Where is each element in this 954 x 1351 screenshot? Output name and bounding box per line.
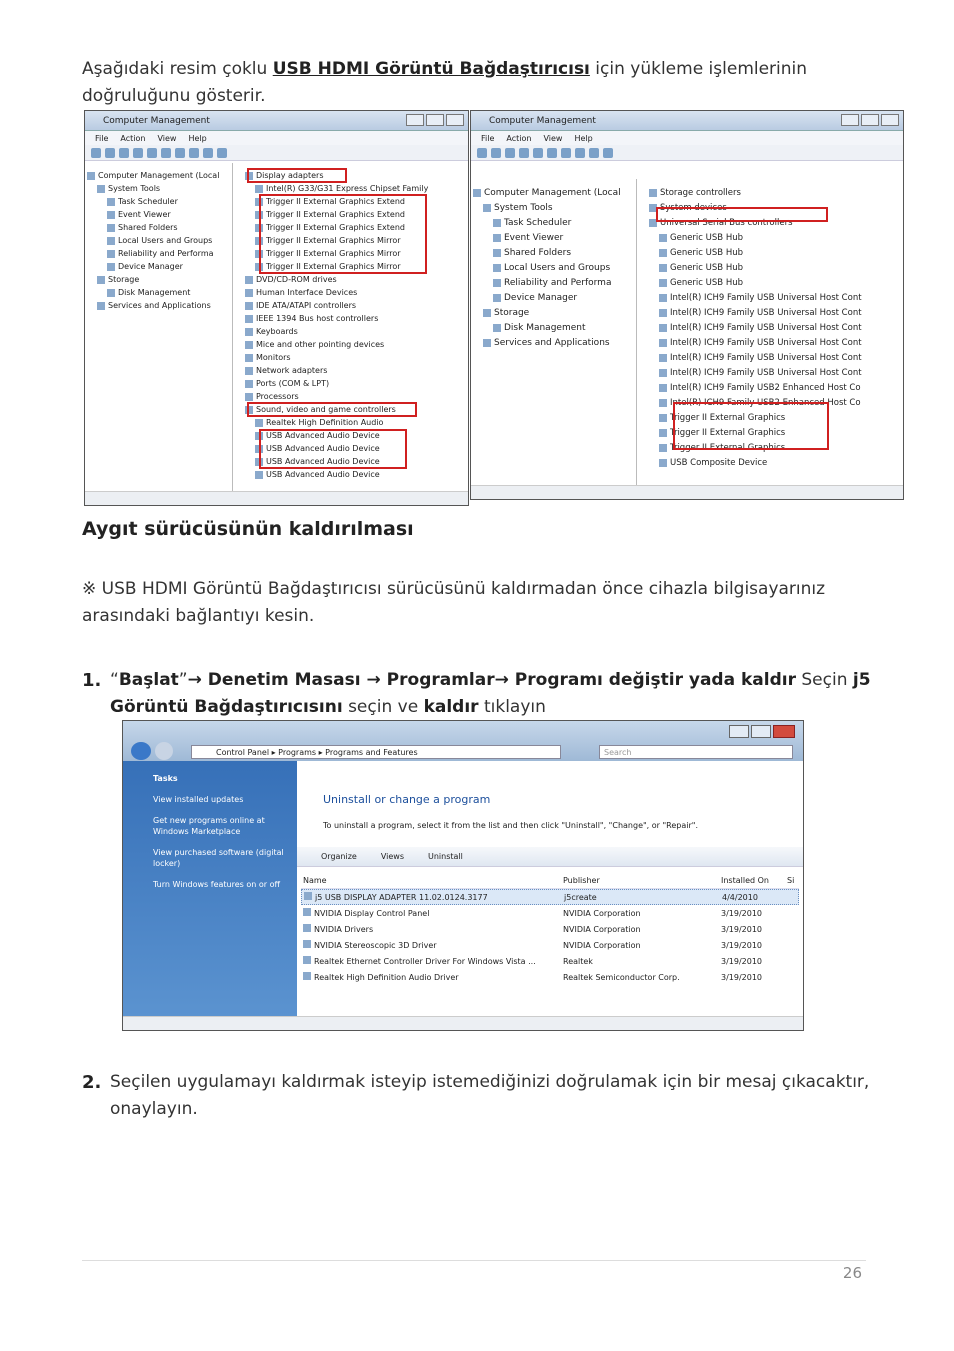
horizontal-scrollbar[interactable] [471,485,903,499]
folder-icon [107,198,115,206]
organize-button[interactable]: Organize [321,852,357,861]
tree-label: Generic USB Hub [670,247,743,258]
folder-icon [97,276,105,284]
folder-icon [87,172,95,180]
tree-label: Computer Management (Local [484,187,621,198]
tree-label: Event Viewer [118,210,171,219]
tree-item[interactable] [639,380,901,395]
folder-icon [659,309,667,317]
tree-label: Reliability and Performa [504,277,612,288]
tree-label: Disk Management [118,288,191,297]
tree-item[interactable] [473,245,634,260]
folder-icon [245,367,253,375]
tree-item[interactable] [235,273,466,286]
tree-label: Services and Applications [108,301,211,310]
folder-icon [245,276,253,284]
folder-icon [245,341,253,349]
folder-icon [245,380,253,388]
search-input[interactable]: Search [599,745,793,759]
tree-label: Trigger II External Graphics Extend [266,210,405,219]
tree-item[interactable] [235,468,466,481]
program-publisher: NVIDIA Corporation [563,924,641,934]
menu-item[interactable]: File [95,133,109,143]
folder-icon [659,249,667,257]
program-name: j5 USB DISPLAY ADAPTER 11.02.0124.3177 [302,892,564,902]
tree-item[interactable] [87,221,230,234]
tree-label: USB Advanced Audio Device [266,457,380,466]
tree-item[interactable] [639,335,901,350]
tree-label: Services and Applications [494,337,610,348]
highlight-display-adapters [247,168,347,183]
folder-icon [107,263,115,271]
program-publisher: NVIDIA Corporation [563,940,641,950]
tree-item[interactable] [639,350,901,365]
tree-label: Trigger II External Graphics Mirror [266,249,401,258]
tree-item[interactable] [235,299,466,312]
tree-item[interactable] [235,286,466,299]
horizontal-scrollbar[interactable] [123,1016,803,1030]
tree-item[interactable] [639,185,901,200]
program-publisher: NVIDIA Corporation [563,908,641,918]
folder-icon [245,289,253,297]
tree-label: Sound, video and game controllers [256,405,396,414]
tree-item[interactable] [87,299,230,312]
tree-item[interactable] [87,195,230,208]
tree-item[interactable] [639,245,901,260]
window-titlebar: Computer Management [471,111,903,131]
tree-label: Intel(R) ICH9 Family USB Universal Host Cont [670,307,862,318]
tree-item[interactable] [87,260,230,273]
tree-label: Local Users and Groups [504,262,611,273]
program-installed-on: 3/19/2010 [721,956,763,966]
tree-item[interactable] [639,260,901,275]
tree-label: Monitors [256,353,291,362]
folder-icon [493,264,501,272]
table-row[interactable] [301,905,799,921]
tree-label: Generic USB Hub [670,277,743,288]
back-icon[interactable] [131,742,151,760]
maximize-button[interactable] [751,725,771,738]
table-row[interactable] [301,953,799,969]
tree-label: Trigger II External Graphics Mirror [266,236,401,245]
folder-icon [107,237,115,245]
tree-item[interactable] [473,305,634,320]
menu-bar [85,131,468,145]
maximize-button[interactable] [426,114,444,126]
program-name: NVIDIA Drivers [301,924,563,934]
tree-label: Display adapters [256,171,324,180]
program-name: Realtek Ethernet Controller Driver For Windows Vista ... [301,956,563,966]
folder-icon [493,324,501,332]
tree-label: Disk Management [504,322,586,333]
tree-label: Intel(R) ICH9 Family USB Universal Host Cont [670,352,862,363]
tree-item[interactable] [639,320,901,335]
tree-label: USB Advanced Audio Device [266,431,380,440]
tree-item[interactable] [87,247,230,260]
window-titlebar: Computer Management [85,111,468,131]
folder-icon [473,189,481,197]
tree-item[interactable] [473,215,634,230]
task-link[interactable]: Turn Windows features on or off [153,880,280,889]
tree-item[interactable] [473,260,634,275]
menu-item[interactable]: Help [574,133,593,143]
program-icon [303,940,311,948]
close-button[interactable] [881,114,899,126]
folder-icon [659,279,667,287]
tree-item[interactable] [639,455,901,470]
folder-icon [107,211,115,219]
folder-icon [493,234,501,242]
folder-icon [245,393,253,401]
program-name: NVIDIA Display Control Panel [301,908,563,918]
folder-icon [493,249,501,257]
tree-label: Trigger II External Graphics Mirror [266,262,401,271]
tree-label: Event Viewer [504,232,564,243]
tree-label: Trigger II External Graphics [670,442,786,453]
tree-item[interactable] [639,305,901,320]
tree-label: Universal Serial Bus controllers [660,217,793,228]
tree-label: Generic USB Hub [670,262,743,273]
tree-label: Local Users and Groups [118,236,213,245]
program-icon [303,908,311,916]
tree-label: Trigger II External Graphics [670,412,786,423]
tree-label: DVD/CD-ROM drives [256,275,337,284]
folder-icon [255,419,263,427]
program-installed-on: 3/19/2010 [721,972,763,982]
window-header [123,721,803,761]
folder-icon [659,324,667,332]
tree-item[interactable] [473,335,634,350]
intro-paragraph: Aşağıdaki resim çoklu USB HDMI Görüntü Bağdaştırıcısı için yükleme işlemlerinin doğruluğunu gösterir. [82,59,808,106]
page-title: Uninstall or change a program [323,793,491,806]
highlight-sound-controllers [247,402,417,417]
table-row[interactable] [301,937,799,953]
tree-item[interactable] [473,275,634,290]
step-text: Seçilen uygulamayı kaldırmak isteyip istemediğinizi doğrulamak için bir mesaj çıkacaktır, onaylayın. [110,1072,870,1119]
address-bar[interactable]: Control Panel ▸ Programs ▸ Programs and Features [191,745,561,759]
tree-label: USB Advanced Audio Device [266,444,380,453]
uninstall-button[interactable]: Uninstall [428,852,463,861]
tree-label: System Tools [108,184,161,193]
tree-label: System Tools [494,202,553,213]
folder-icon [659,384,667,392]
folder-icon [659,369,667,377]
forward-icon[interactable] [155,742,173,760]
column-header[interactable]: Publisher [563,876,600,885]
tree-label: Keyboards [256,327,298,336]
tree-label: Trigger II External Graphics Extend [266,197,405,206]
section-heading: Aygıt sürücüsünün kaldırılması [82,518,414,540]
tree-label: Intel(R) ICH9 Family USB Universal Host Cont [670,322,862,333]
tasks-sidebar [123,761,297,1016]
maximize-button[interactable] [861,114,879,126]
tree-label: IDE ATA/ATAPI controllers [256,301,357,310]
program-icon [304,892,312,900]
folder-icon [245,302,253,310]
program-icon [303,956,311,964]
step-number: 2. [82,1072,102,1093]
tree-label: Intel(R) ICH9 Family USB2 Enhanced Host Co [670,397,861,408]
menu-item[interactable]: File [481,133,495,143]
folder-icon [97,185,105,193]
folder-icon [659,294,667,302]
tree-label: Intel(R) ICH9 Family USB Universal Host Cont [670,337,862,348]
close-button[interactable] [773,725,795,738]
tree-item[interactable] [639,275,901,290]
disconnect-note: ※ USB HDMI Görüntü Bağdaştırıcısı sürücüsünü kaldırmadan önce cihazla bilgisayarınız arasındaki bağlantıyı kesin. [82,579,826,626]
step-2 [82,1069,882,1123]
highlight-trigger-graphics [259,194,427,274]
programs-main [297,761,803,1016]
folder-icon [659,339,667,347]
folder-icon [659,459,667,467]
folder-icon [659,429,667,437]
tree-item[interactable] [473,320,634,335]
navigation-tree[interactable] [471,179,637,485]
tree-item[interactable] [473,185,634,200]
folder-icon [483,339,491,347]
program-installed-on: 3/19/2010 [721,908,763,918]
tree-label: IEEE 1394 Bus host controllers [256,314,379,323]
tree-label: Task Scheduler [504,217,572,228]
folder-icon [493,219,501,227]
tree-label: Shared Folders [118,223,178,232]
menu-item[interactable]: Action [120,133,146,143]
tree-label: Ports (COM & LPT) [256,379,330,388]
folder-icon [659,264,667,272]
task-link[interactable]: View installed updates [153,795,244,804]
folder-icon [483,309,491,317]
tree-item[interactable] [87,182,230,195]
menu-item[interactable]: View [157,133,177,143]
program-installed-on: 3/19/2010 [721,924,763,934]
toolbar [85,145,468,161]
tree-item[interactable] [87,234,230,247]
tree-item[interactable] [473,230,634,245]
step-number: 1. [82,670,102,691]
folder-icon [659,414,667,422]
folder-icon [659,234,667,242]
tree-item[interactable] [87,169,230,182]
folder-icon [245,354,253,362]
highlight-trigger-graphics [673,402,829,450]
column-header[interactable]: Installed On [721,876,769,885]
command-bar [297,847,803,867]
program-publisher: Realtek Semiconductor Corp. [563,972,680,982]
task-link[interactable]: View purchased software (digital locker) [153,848,284,868]
menu-bar [471,131,903,145]
tree-label: Storage controllers [660,187,741,198]
highlight-usb-audio [259,429,407,469]
tree-label: Realtek High Definition Audio [266,418,384,427]
menu-item[interactable]: Action [506,133,532,143]
views-button[interactable]: Views [380,852,404,861]
tree-label: Network adapters [256,366,328,375]
tree-item[interactable] [235,416,466,429]
toolbar [471,145,903,161]
program-name: NVIDIA Stereoscopic 3D Driver [301,940,563,950]
page-description: To uninstall a program, select it from the list and then click "Uninstall", "Change", or "Repair". [323,821,698,830]
program-installed-on: 3/19/2010 [721,940,763,950]
tree-item[interactable] [235,377,466,390]
tree-item[interactable] [235,325,466,338]
tree-label: Generic USB Hub [670,232,743,243]
footer-divider [82,1260,866,1261]
tree-label: USB Advanced Audio Device [266,470,380,479]
folder-icon [245,328,253,336]
programs-table [301,873,799,985]
adapter-name: USB HDMI Görüntü Bağdaştırıcısı [272,59,590,79]
folder-icon [245,315,253,323]
table-row[interactable] [301,969,799,985]
tree-label: Reliability and Performa [118,249,214,258]
program-publisher: Realtek [563,956,593,966]
tree-label: Device Manager [118,262,183,271]
task-link[interactable]: Get new programs online at Windows Marketplace [153,816,265,836]
tree-label: Trigger II External Graphics [670,427,786,438]
folder-icon [659,354,667,362]
tree-label: Intel(R) ICH9 Family USB2 Enhanced Host Co [670,382,861,393]
tree-label: Intel(R) ICH9 Family USB Universal Host Cont [670,367,862,378]
folder-icon [493,279,501,287]
tree-label: Mice and other pointing devices [256,340,385,349]
folder-icon [107,289,115,297]
table-row[interactable] [301,889,799,905]
table-row[interactable] [301,921,799,937]
highlight-usb-controllers [656,207,828,222]
tree-item[interactable] [473,200,634,215]
folder-icon [107,250,115,258]
navigation-tree[interactable] [85,163,233,491]
tree-item[interactable] [87,208,230,221]
tree-item[interactable] [639,290,901,305]
programs-and-features-window [122,720,804,1031]
computer-management-window-left [84,110,469,506]
horizontal-scrollbar[interactable] [85,491,468,505]
tree-label: Human Interface Devices [256,288,358,297]
folder-icon [97,302,105,310]
tree-label: System devices [660,202,727,213]
folder-icon [659,399,667,407]
tree-label: Intel(R) G33/G31 Express Chipset Family [266,184,429,193]
program-publisher: j5create [564,892,597,902]
tree-label: Processors [256,392,299,401]
tree-label: USB Composite Device [670,457,768,468]
menu-item[interactable]: View [543,133,563,143]
table-header [301,873,799,889]
column-header[interactable]: Name [303,876,327,885]
tree-label: Intel(R) ICH9 Family USB Universal Host Cont [670,292,862,303]
tree-item[interactable] [235,312,466,325]
tree-label: Device Manager [504,292,578,303]
tree-item[interactable] [473,290,634,305]
tree-label: Computer Management (Local [98,171,220,180]
folder-icon [107,224,115,232]
page-number: 26 [842,1264,862,1282]
folder-icon [493,294,501,302]
tree-item[interactable] [235,338,466,351]
folder-icon [255,471,263,479]
column-header[interactable]: Si [787,876,795,885]
computer-management-window-right [470,110,904,500]
tree-item[interactable] [235,364,466,377]
tree-label: Storage [108,275,140,284]
tree-label: Shared Folders [504,247,572,258]
tree-label: Trigger II External Graphics Extend [266,223,405,232]
minimize-button[interactable] [729,725,749,738]
tree-label: Task Scheduler [118,197,178,206]
program-name: Realtek High Definition Audio Driver [301,972,563,982]
tree-label: Storage [494,307,530,318]
tree-item[interactable] [639,230,901,245]
step-1: 1. “Başlat”→ Denetim Masası → Programlar→ Programı değiştir yada kaldır Seçin j5 Görüntü Bağdaştırıcısını seçin ve kaldır tıklayın [82,667,882,721]
folder-icon [483,204,491,212]
menu-item[interactable]: Help [188,133,207,143]
tree-item[interactable] [639,365,901,380]
close-button[interactable] [446,114,464,126]
folder-icon [659,444,667,452]
program-installed-on: 4/4/2010 [722,892,758,902]
tasks-title: Tasks [153,774,178,783]
folder-icon [649,189,657,197]
tree-item[interactable] [87,286,230,299]
folder-icon [255,185,263,193]
tree-item[interactable] [235,351,466,364]
program-icon [303,972,311,980]
minimize-button[interactable] [406,114,424,126]
tree-item[interactable] [87,273,230,286]
minimize-button[interactable] [841,114,859,126]
program-icon [303,924,311,932]
